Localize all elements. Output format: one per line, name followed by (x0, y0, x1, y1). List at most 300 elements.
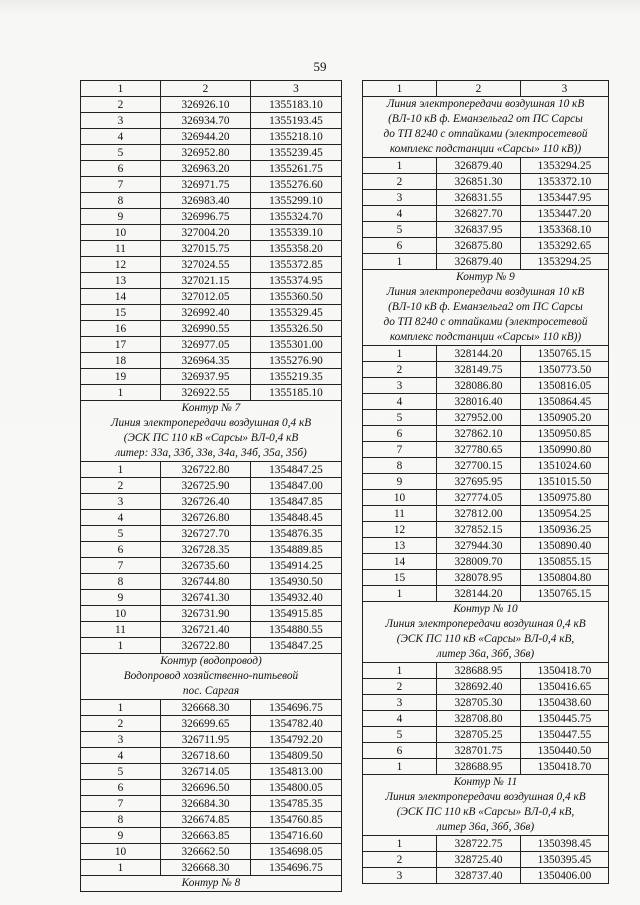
point-number: 10 (363, 490, 437, 506)
coordinate-y: 1350395.45 (521, 852, 609, 868)
point-number: 6 (81, 780, 161, 796)
table-row (363, 538, 609, 554)
caption-line: Контур № 8 (181, 877, 241, 889)
point-number: 4 (81, 748, 161, 764)
coordinate-y: 1350864.45 (521, 394, 609, 410)
coordinate-y: 1354915.85 (251, 606, 342, 622)
coordinate-x: 326879.40 (437, 158, 521, 174)
coordinate-x: 328688.95 (437, 759, 521, 775)
coordinate-x: 326990.55 (161, 321, 251, 337)
caption-line: (ЭСК ПС 110 кВ «Сарсы» ВЛ-0,4 кВ, (396, 806, 575, 818)
point-number: 7 (363, 442, 437, 458)
point-number: 2 (81, 97, 161, 113)
coordinate-x: 328144.20 (437, 346, 521, 362)
table-row (81, 574, 342, 590)
coordinate-x: 326668.30 (161, 700, 251, 716)
coordinate-x: 328692.40 (437, 679, 521, 695)
point-number: 2 (363, 679, 437, 695)
point-number: 11 (363, 506, 437, 522)
coordinate-y: 1354792.20 (251, 732, 342, 748)
coordinate-y: 1350438.60 (521, 695, 609, 711)
coordinate-y: 1353447.20 (521, 206, 609, 222)
coordinate-x: 327004.20 (161, 225, 251, 241)
coordinate-x: 326662.50 (161, 844, 251, 860)
point-number: 5 (363, 727, 437, 743)
point-number: 19 (81, 369, 161, 385)
point-number: 13 (81, 273, 161, 289)
point-number: 6 (363, 743, 437, 759)
coordinate-y: 1355358.20 (251, 241, 342, 257)
coordinate-y: 1355360.50 (251, 289, 342, 305)
coordinate-x: 326996.75 (161, 209, 251, 225)
coordinate-x: 327700.15 (437, 458, 521, 474)
point-number: 2 (363, 362, 437, 378)
table-row (363, 426, 609, 442)
coordinate-y: 1350936.25 (521, 522, 609, 538)
coordinate-x: 327021.15 (161, 273, 251, 289)
contour-caption (81, 401, 342, 462)
table-row (363, 695, 609, 711)
coordinate-y: 1355261.75 (251, 161, 342, 177)
coordinate-x: 326741.30 (161, 590, 251, 606)
caption-line: (ВЛ-10 кВ ф. Еманзельга2 от ПС Сарсы (388, 113, 583, 125)
coordinate-x: 326971.75 (161, 177, 251, 193)
contour-caption-row (81, 401, 342, 462)
point-number: 6 (81, 542, 161, 558)
coordinate-x: 326827.70 (437, 206, 521, 222)
point-number: 4 (81, 129, 161, 145)
coordinate-y: 1354696.75 (251, 860, 342, 876)
coordinate-x: 327852.15 (437, 522, 521, 538)
caption-line: Линия электропередачи воздушная 10 кВ (386, 98, 585, 110)
coordinate-y: 1350855.15 (521, 554, 609, 570)
coordinate-y: 1354930.50 (251, 574, 342, 590)
coordinate-x: 326952.80 (161, 145, 251, 161)
table-row (81, 193, 342, 209)
coordinate-y: 1350416.65 (521, 679, 609, 695)
point-number: 9 (81, 209, 161, 225)
contour-caption-row (81, 876, 342, 892)
caption-line: (ЭСК ПС 110 кВ «Сарсы» ВЛ-0,4 кВ, (396, 633, 575, 645)
contour-caption-row (363, 775, 609, 836)
table-header-row (81, 81, 342, 97)
coordinate-y: 1355374.95 (251, 273, 342, 289)
coordinate-y: 1354880.55 (251, 622, 342, 638)
coordinate-x: 326744.80 (161, 574, 251, 590)
table-row (81, 764, 342, 780)
coordinate-y: 1355193.45 (251, 113, 342, 129)
coordinate-x: 326684.30 (161, 796, 251, 812)
table-row (81, 558, 342, 574)
point-number: 5 (81, 526, 161, 542)
coordinate-x: 326721.40 (161, 622, 251, 638)
point-number: 8 (81, 193, 161, 209)
table-row (81, 478, 342, 494)
coordinate-x: 326851.30 (437, 174, 521, 190)
caption-line: (ВЛ-10 кВ ф. Еманзельга2 от ПС Сарсы (388, 301, 583, 313)
coordinate-x: 326711.95 (161, 732, 251, 748)
point-number: 4 (81, 510, 161, 526)
table-row (363, 663, 609, 679)
table-row (81, 129, 342, 145)
coordinate-y: 1355372.85 (251, 257, 342, 273)
caption-line: Контур № 10 (453, 603, 518, 615)
table-row (81, 462, 342, 478)
coordinate-y: 1353292.65 (521, 238, 609, 254)
coordinate-x: 327024.55 (161, 257, 251, 273)
point-number: 1 (81, 700, 161, 716)
table-row (363, 554, 609, 570)
coordinate-x: 328144.20 (437, 586, 521, 602)
point-number: 5 (81, 145, 161, 161)
table-row (81, 385, 342, 401)
contour-caption (363, 270, 609, 346)
table-row (363, 474, 609, 490)
point-number: 1 (81, 385, 161, 401)
point-number: 14 (363, 554, 437, 570)
table-row (81, 321, 342, 337)
table-row (363, 727, 609, 743)
table-row (81, 542, 342, 558)
table-row (81, 241, 342, 257)
coordinate-y: 1355301.00 (251, 337, 342, 353)
coordinate-x: 326735.60 (161, 558, 251, 574)
coordinate-y: 1354847.25 (251, 638, 342, 654)
coordinate-x: 326922.55 (161, 385, 251, 401)
coordinate-x: 326977.05 (161, 337, 251, 353)
coordinate-x: 326722.80 (161, 638, 251, 654)
coordinate-y: 1351015.50 (521, 474, 609, 490)
coordinate-x: 326837.95 (437, 222, 521, 238)
table-row (81, 732, 342, 748)
table-row (363, 442, 609, 458)
coordinate-x: 328009.70 (437, 554, 521, 570)
coordinate-x: 326696.50 (161, 780, 251, 796)
coordinate-x: 326726.80 (161, 510, 251, 526)
table-row (363, 868, 609, 884)
point-number: 1 (363, 759, 437, 775)
point-number: 8 (81, 812, 161, 828)
coordinate-y: 1354847.25 (251, 462, 342, 478)
coordinate-x: 326963.20 (161, 161, 251, 177)
point-number: 1 (363, 663, 437, 679)
point-number: 12 (81, 257, 161, 273)
table-row (81, 828, 342, 844)
point-number: 1 (363, 836, 437, 852)
coordinate-y: 1350975.80 (521, 490, 609, 506)
point-number: 2 (81, 478, 161, 494)
point-number: 1 (81, 638, 161, 654)
coordinate-y: 1355324.70 (251, 209, 342, 225)
coordinate-x: 326714.05 (161, 764, 251, 780)
coordinate-x: 328737.40 (437, 868, 521, 884)
table-row (363, 490, 609, 506)
point-number: 4 (363, 711, 437, 727)
coordinate-y: 1354760.85 (251, 812, 342, 828)
caption-line: Линия электропередачи воздушная 0,4 кВ (385, 618, 586, 630)
table-row (363, 362, 609, 378)
coordinate-y: 1354782.40 (251, 716, 342, 732)
point-number: 16 (81, 321, 161, 337)
caption-line: комплекс подстанции «Сарсы» 110 кВ)) (389, 331, 582, 343)
point-number: 15 (81, 305, 161, 321)
caption-line: Контур № 9 (456, 271, 515, 283)
column-header: 3 (251, 81, 342, 97)
caption-line: Линия электропередачи воздушная 0,4 кВ (110, 417, 312, 429)
point-number: 2 (363, 174, 437, 190)
table-row (81, 305, 342, 321)
caption-line: Контур № 7 (181, 402, 241, 414)
point-number: 3 (81, 113, 161, 129)
coordinate-x: 328078.95 (437, 570, 521, 586)
coordinate-x: 326879.40 (437, 254, 521, 270)
caption-line: Контур № 11 (453, 776, 518, 788)
table-row (81, 273, 342, 289)
point-number: 11 (81, 241, 161, 257)
table-header-row (363, 81, 609, 97)
point-number: 10 (81, 844, 161, 860)
table-row (363, 206, 609, 222)
caption-line: пос. Саргая (182, 685, 240, 697)
coordinate-x: 327780.65 (437, 442, 521, 458)
coordinate-y: 1350954.25 (521, 506, 609, 522)
column-header: 1 (81, 81, 161, 97)
table-row (363, 174, 609, 190)
table-row (363, 679, 609, 695)
table-row (81, 812, 342, 828)
coordinate-x: 326937.95 (161, 369, 251, 385)
table-row (363, 458, 609, 474)
point-number: 1 (81, 462, 161, 478)
coordinate-x: 326944.20 (161, 129, 251, 145)
coordinate-y: 1350773.50 (521, 362, 609, 378)
table-row (81, 369, 342, 385)
table-row (363, 586, 609, 602)
point-number: 7 (81, 558, 161, 574)
point-number: 5 (363, 222, 437, 238)
point-number: 1 (363, 254, 437, 270)
coordinate-x: 328701.75 (437, 743, 521, 759)
point-number: 14 (81, 289, 161, 305)
point-number: 17 (81, 337, 161, 353)
point-number: 6 (363, 238, 437, 254)
table-row (81, 97, 342, 113)
table-row (81, 780, 342, 796)
coordinate-x: 328705.25 (437, 727, 521, 743)
table-row (363, 506, 609, 522)
table-row (81, 145, 342, 161)
point-number: 1 (363, 346, 437, 362)
page-number: 59 (313, 59, 327, 74)
coordinate-y: 1350447.55 (521, 727, 609, 743)
point-number: 8 (81, 574, 161, 590)
coordinate-x: 327774.05 (437, 490, 521, 506)
caption-line: литер 36а, 36б, 36в) (436, 648, 535, 660)
coordinate-x: 326722.80 (161, 462, 251, 478)
caption-line: комплекс подстанции «Сарсы» 110 кВ)) (389, 143, 582, 155)
table-row (81, 748, 342, 764)
coordinate-y: 1355185.10 (251, 385, 342, 401)
table-row (363, 836, 609, 852)
contour-caption (363, 602, 609, 663)
point-number: 2 (81, 716, 161, 732)
point-number: 9 (81, 590, 161, 606)
coordinate-y: 1354847.85 (251, 494, 342, 510)
column-header: 2 (437, 81, 521, 97)
coordinate-y: 1355329.45 (251, 305, 342, 321)
point-number: 8 (363, 458, 437, 474)
coordinate-y: 1354876.35 (251, 526, 342, 542)
caption-line: до ТП 8240 с отпайками (электросетевой (383, 128, 588, 140)
point-number: 1 (363, 158, 437, 174)
coordinates-table-right (362, 80, 609, 884)
table-row (363, 254, 609, 270)
coordinate-y: 1353294.25 (521, 158, 609, 174)
coordinate-y: 1353447.95 (521, 190, 609, 206)
table-row (81, 113, 342, 129)
coordinate-x: 328149.75 (437, 362, 521, 378)
contour-caption (81, 654, 342, 700)
table-row (81, 622, 342, 638)
table-row (363, 378, 609, 394)
contour-caption (81, 876, 342, 892)
table-row (363, 522, 609, 538)
coordinate-y: 1350990.80 (521, 442, 609, 458)
table-row (363, 410, 609, 426)
coordinate-x: 328688.95 (437, 663, 521, 679)
coordinate-y: 1355219.35 (251, 369, 342, 385)
coordinate-x: 327862.10 (437, 426, 521, 442)
coordinate-x: 328705.30 (437, 695, 521, 711)
coordinate-y: 1354716.60 (251, 828, 342, 844)
coordinate-x: 328708.80 (437, 711, 521, 727)
table-row (363, 238, 609, 254)
table-row (81, 844, 342, 860)
contour-caption-row (363, 270, 609, 346)
caption-line: литер 36а, 36б, 36в) (436, 821, 535, 833)
table-row (363, 570, 609, 586)
coordinate-x: 326926.10 (161, 97, 251, 113)
table-row (81, 177, 342, 193)
point-number: 6 (81, 161, 161, 177)
coordinate-y: 1350890.40 (521, 538, 609, 554)
point-number: 5 (81, 764, 161, 780)
caption-line: Водопровод хозяйственно-питьевой (123, 670, 299, 682)
table-row (363, 743, 609, 759)
table-row (81, 526, 342, 542)
column-header: 3 (521, 81, 609, 97)
table-row (81, 289, 342, 305)
table-row (363, 190, 609, 206)
point-number: 9 (363, 474, 437, 490)
point-number: 6 (363, 426, 437, 442)
point-number: 7 (81, 177, 161, 193)
coordinate-y: 1355326.50 (251, 321, 342, 337)
table-row (81, 353, 342, 369)
coordinate-y: 1354847.00 (251, 478, 342, 494)
caption-line: Линия электропередачи воздушная 0,4 кВ (385, 791, 586, 803)
coordinate-y: 1354889.85 (251, 542, 342, 558)
coordinate-y: 1354698.05 (251, 844, 342, 860)
coordinate-x: 326726.40 (161, 494, 251, 510)
coordinate-y: 1355339.10 (251, 225, 342, 241)
coordinate-y: 1354785.35 (251, 796, 342, 812)
coordinate-y: 1355299.10 (251, 193, 342, 209)
point-number: 10 (81, 225, 161, 241)
point-number: 1 (81, 860, 161, 876)
table-row (363, 759, 609, 775)
point-number: 2 (363, 852, 437, 868)
coordinate-x: 327944.30 (437, 538, 521, 554)
coordinate-y: 1350406.00 (521, 868, 609, 884)
contour-caption (363, 775, 609, 836)
coordinate-x: 326983.40 (161, 193, 251, 209)
contour-caption (363, 97, 609, 158)
coordinate-x: 326663.85 (161, 828, 251, 844)
point-number: 15 (363, 570, 437, 586)
table-row (81, 590, 342, 606)
point-number: 4 (363, 206, 437, 222)
point-number: 3 (363, 868, 437, 884)
coordinates-table-left (80, 80, 342, 892)
coordinate-y: 1354800.05 (251, 780, 342, 796)
coordinate-y: 1350418.70 (521, 663, 609, 679)
point-number: 7 (81, 796, 161, 812)
point-number: 18 (81, 353, 161, 369)
coordinate-x: 326875.80 (437, 238, 521, 254)
caption-line: Контур (водопровод) (160, 655, 262, 667)
coordinate-y: 1355183.10 (251, 97, 342, 113)
table-row (81, 860, 342, 876)
coordinate-x: 328086.80 (437, 378, 521, 394)
table-row (81, 606, 342, 622)
coordinate-x: 328725.40 (437, 852, 521, 868)
coordinate-y: 1353368.10 (521, 222, 609, 238)
coordinate-y: 1353294.25 (521, 254, 609, 270)
table-row (363, 222, 609, 238)
coordinate-x: 326725.90 (161, 478, 251, 494)
point-number: 3 (363, 190, 437, 206)
point-number: 4 (363, 394, 437, 410)
table-row (363, 711, 609, 727)
caption-line: литер: 33а, 33б, 33в, 34а, 34б, 35а, 35б) (115, 447, 307, 459)
coordinate-y: 1350905.20 (521, 410, 609, 426)
point-number: 3 (363, 695, 437, 711)
coordinate-y: 1354809.50 (251, 748, 342, 764)
point-number: 11 (81, 622, 161, 638)
coordinate-y: 1354848.45 (251, 510, 342, 526)
coordinate-x: 326831.55 (437, 190, 521, 206)
table-row (81, 494, 342, 510)
coordinate-x: 326718.60 (161, 748, 251, 764)
contour-caption-row (363, 602, 609, 663)
point-number: 3 (363, 378, 437, 394)
table-row (81, 161, 342, 177)
coordinate-y: 1350418.70 (521, 759, 609, 775)
coordinate-y: 1355239.45 (251, 145, 342, 161)
table-row (81, 638, 342, 654)
table-row (81, 225, 342, 241)
coordinate-y: 1355276.90 (251, 353, 342, 369)
coordinate-x: 327952.00 (437, 410, 521, 426)
coordinate-y: 1350765.15 (521, 586, 609, 602)
coordinate-x: 327695.95 (437, 474, 521, 490)
coordinate-x: 326727.70 (161, 526, 251, 542)
table-row (81, 700, 342, 716)
contour-caption-row (363, 97, 609, 158)
coordinate-y: 1350804.80 (521, 570, 609, 586)
coordinate-y: 1353372.10 (521, 174, 609, 190)
